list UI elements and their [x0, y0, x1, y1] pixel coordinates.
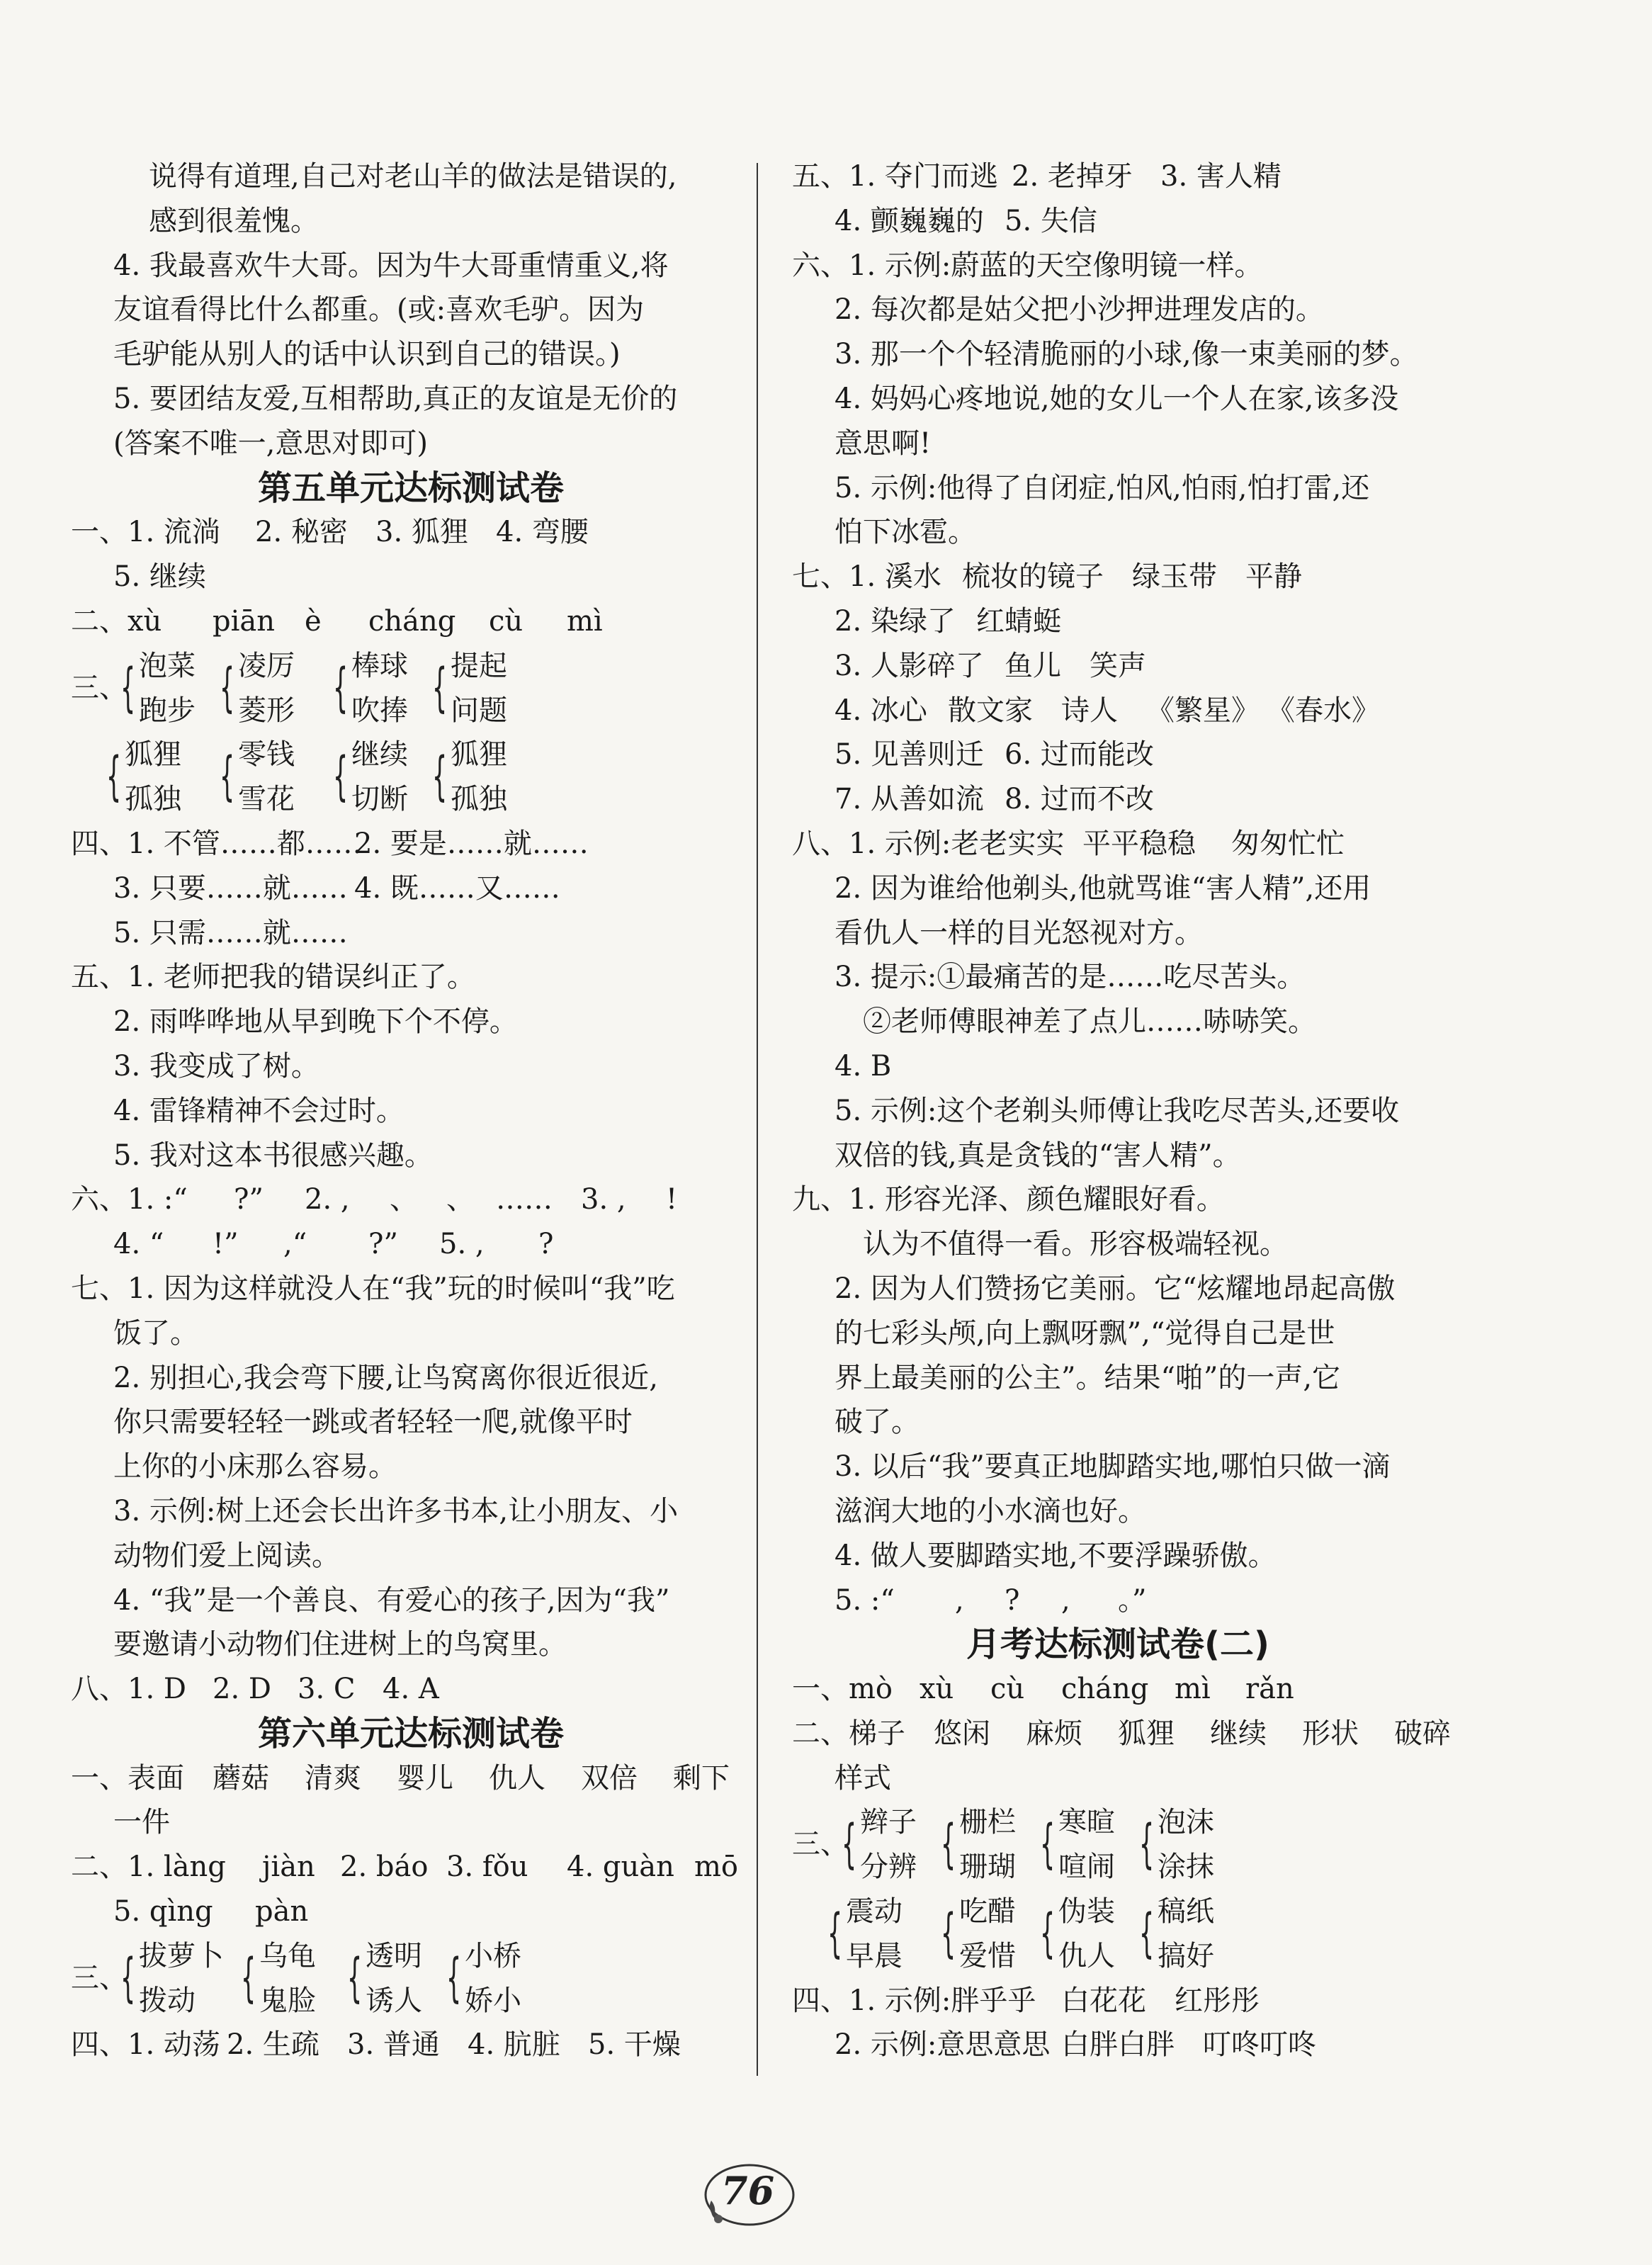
answer-line — [792, 599, 1444, 644]
word-pair-bottom: 切断 — [351, 783, 408, 816]
answer-text: 3. 人影碎了 — [835, 649, 984, 682]
answer-text: 上你的小床那么容易。 — [113, 1450, 397, 1484]
word-pair-top: 寒暄 — [1058, 1806, 1115, 1839]
answer-line — [792, 199, 1444, 244]
answer-text: 意思啊! — [835, 427, 932, 460]
answer-text: 5. 见善则迁 — [835, 738, 984, 772]
answer-text: mì — [567, 604, 603, 638]
answer-text: …… — [496, 1183, 553, 1216]
answer-text: 5. 示例:他得了自闭症,怕风,怕雨,怕打雷,还 — [835, 471, 1370, 504]
answer-text: 。” — [1118, 1583, 1147, 1617]
answer-text: 3. 狐狸 — [375, 516, 468, 549]
answer-text: 四、1. 动荡 — [71, 2028, 220, 2062]
brace-icon: { — [432, 657, 448, 718]
brace-icon: { — [842, 1814, 857, 1875]
answer-text: 3. 害人精 — [1160, 160, 1282, 193]
answer-text: 一、1. 流淌 — [71, 516, 220, 549]
answer-line — [792, 1356, 1444, 1401]
word-pair-top: 泡沫 — [1158, 1806, 1214, 1839]
answer-line — [792, 1267, 1444, 1311]
answer-line — [71, 599, 751, 644]
answer-text: 六、1. :“ — [71, 1183, 188, 1216]
section-title: 第六单元达标测试卷 — [257, 1713, 564, 1753]
answer-text: 你只需要轻轻一跳或者轻轻一爬,就像平时 — [113, 1406, 633, 1439]
section-title: 第五单元达标测试卷 — [257, 468, 564, 508]
word-pair-bottom: 孤独 — [451, 783, 507, 816]
word-pair-bottom: 分辨 — [860, 1851, 917, 1884]
answer-text: 2. 每次都是姑父把小沙押进理发店的。 — [835, 293, 1324, 327]
brace-icon: { — [941, 1903, 956, 1965]
word-pair-line — [71, 1979, 751, 2023]
answer-text: ②老师傅眼神差了点儿……哧哧笑。 — [863, 1005, 1316, 1039]
answer-line — [792, 1534, 1444, 1578]
answer-text: 3. 那一个个轻清脆丽的小球,像一束美丽的梦。 — [835, 338, 1418, 371]
answer-text: 4. “我”是一个善良、有爱心的孩子,因为“我” — [113, 1583, 670, 1617]
answer-text: 4. 肮脏 — [468, 2028, 560, 2062]
answer-line — [71, 1356, 751, 1401]
word-pair-top: 辫子 — [860, 1806, 917, 1839]
answer-text: 4. A — [383, 1673, 439, 1706]
answer-line — [71, 1177, 751, 1222]
word-pair-bottom: 喧闹 — [1058, 1851, 1115, 1884]
answer-text: 3. 示例:树上还会长出许多书本,让小朋友、小 — [113, 1494, 679, 1527]
answer-text: xù — [920, 1673, 954, 1706]
answer-text: 清爽 — [305, 1761, 361, 1795]
answer-text: 4. 既……又…… — [354, 871, 560, 905]
answer-text: 七、1. 因为这样就没人在“我”玩的时候叫“我”吃 — [71, 1272, 675, 1305]
answer-line — [71, 1400, 751, 1445]
word-pair-top: 乌龟 — [259, 1939, 316, 1972]
answer-text: 5. 我对这本书很感兴趣。 — [113, 1139, 433, 1172]
brace-icon: { — [827, 1903, 843, 1965]
answer-line — [792, 1489, 1444, 1534]
answer-text: 5. , — [439, 1228, 485, 1261]
answer-text: 6. 过而能改 — [1005, 738, 1154, 772]
answer-line — [792, 1712, 1451, 1756]
answer-text: , — [1061, 1583, 1070, 1617]
answer-line — [71, 911, 751, 956]
word-pair-bottom: 吹捧 — [351, 694, 408, 727]
answer-text: 红蜻蜓 — [976, 604, 1061, 638]
answer-text: 7. 从善如流 — [835, 783, 984, 816]
answer-text: 笑声 — [1090, 649, 1146, 682]
answer-line — [71, 510, 751, 555]
brace-icon: { — [941, 1814, 956, 1875]
answer-text: 5. qìng — [113, 1895, 213, 1928]
answer-text: 5. 失信 — [1005, 204, 1097, 237]
answer-line — [792, 2023, 1444, 2067]
answer-text: 2. 因为谁给他剃头,他就骂谁“害人精”,还用 — [835, 871, 1371, 905]
word-pair-line — [792, 1934, 1444, 1979]
brace-icon: { — [347, 1947, 363, 2009]
answer-text: 4. 弯腰 — [496, 516, 589, 549]
answer-line — [71, 1667, 751, 1712]
answer-text: 红彤彤 — [1175, 1984, 1260, 2017]
answer-text: 怕下冰雹。 — [835, 516, 976, 549]
answer-text: 平平稳稳 — [1082, 827, 1196, 860]
answer-text: 5. 继续 — [113, 560, 206, 594]
brace-icon: { — [220, 746, 235, 808]
answer-text: 二、梯子 — [792, 1717, 905, 1750]
answer-text: piān — [213, 604, 276, 638]
answer-text: 2. 雨哗哗地从早到晚下个不停。 — [113, 1005, 518, 1039]
answer-line — [792, 1177, 1444, 1222]
answer-line — [71, 1489, 751, 1534]
word-pair-bottom: 早晨 — [846, 1939, 903, 1972]
word-pair-top: 狐狸 — [125, 738, 181, 772]
answer-line — [71, 1134, 751, 1178]
answer-text: 3. fǒu — [446, 1851, 528, 1884]
answer-line — [792, 644, 1444, 689]
brace-icon: { — [1139, 1814, 1155, 1875]
answer-text: 散文家 — [948, 694, 1033, 727]
answer-text: ,“ — [283, 1228, 307, 1261]
answer-line — [71, 1800, 751, 1845]
answer-line — [71, 288, 751, 332]
brace-icon: { — [241, 1947, 256, 2009]
answer-text: 5. :“ — [835, 1583, 895, 1617]
answer-line — [71, 1222, 751, 1267]
answer-text: cháng — [1061, 1673, 1149, 1706]
answer-text: 平静 — [1245, 560, 1302, 594]
answer-text: 四、1. 示例:胖乎乎 — [792, 1984, 1036, 2017]
answer-text: 继续 — [1210, 1717, 1267, 1750]
answer-text: ? — [1005, 1583, 1020, 1617]
answer-text: 4. 冰心 — [835, 694, 927, 727]
answer-text: 5. 要团结友爱,互相帮助,真正的友谊是无价的 — [113, 382, 678, 415]
answer-text: 饭了。 — [113, 1316, 198, 1350]
answer-text: 白花花 — [1061, 1984, 1146, 2017]
answer-text: 3. 我变成了树。 — [113, 1049, 319, 1083]
answer-text: 剩下 — [673, 1761, 730, 1795]
brace-icon: { — [220, 657, 235, 718]
answer-line — [71, 244, 751, 288]
answer-line — [792, 1445, 1444, 1489]
brace-icon: { — [1040, 1814, 1056, 1875]
answer-text: 3. C — [298, 1673, 356, 1706]
answer-text: è — [305, 604, 322, 638]
word-pair-top: 稿纸 — [1158, 1895, 1214, 1928]
brace-icon: { — [446, 1947, 462, 2009]
answer-line — [71, 1000, 751, 1044]
answer-text: !” — [213, 1228, 239, 1261]
answer-text: 2. 示例:意思意思 — [835, 2028, 1051, 2062]
answer-text: 八、1. 示例:老老实实 — [792, 827, 1065, 860]
answer-line — [71, 332, 751, 377]
word-pair-top: 伪装 — [1058, 1895, 1115, 1928]
answer-text: 狐狸 — [1118, 1717, 1175, 1750]
answer-line — [71, 377, 751, 422]
answer-line — [71, 154, 751, 199]
answer-text: 悠闲 — [934, 1717, 990, 1750]
answer-text: 4. 妈妈心疼地说,她的女儿一个人在家,该多没 — [835, 382, 1399, 415]
answer-text: mì — [1175, 1673, 1211, 1706]
answer-text: 5. 只需……就…… — [113, 916, 348, 949]
brace-icon: { — [120, 1947, 136, 2009]
answer-text: 说得有道理,自己对老山羊的做法是错误的, — [149, 160, 677, 193]
answer-text: 鱼儿 — [1005, 649, 1061, 682]
word-pair-top: 拔萝卜 — [139, 1939, 224, 1972]
answer-text: 8. 过而不改 — [1005, 783, 1154, 816]
word-pair-bottom: 仇人 — [1058, 1939, 1115, 1972]
answer-text: 二、xù — [71, 604, 162, 638]
answer-line — [792, 1044, 1444, 1089]
word-pair-line — [71, 777, 751, 822]
word-pair-bottom: 雪花 — [238, 783, 295, 816]
answer-text: 感到很羞愧。 — [149, 204, 319, 237]
answer-text: 2. D — [213, 1673, 271, 1706]
word-pair-line — [71, 689, 751, 733]
page-number: 76 — [721, 2168, 775, 2213]
word-pair-top: 凌厉 — [238, 649, 295, 682]
answer-text: 九、1. 形容光泽、颜色耀眼好看。 — [792, 1183, 1225, 1216]
answer-text: 2. 要是……就…… — [354, 827, 589, 860]
answer-text: 双倍 — [581, 1761, 638, 1795]
word-pair-bottom: 问题 — [451, 694, 507, 727]
answer-text: 5. 干燥 — [588, 2028, 681, 2062]
answer-text: 一、mò — [792, 1673, 893, 1706]
answer-line — [71, 555, 751, 599]
answer-text: 4. 雷锋精神不会过时。 — [113, 1094, 404, 1127]
answer-line — [792, 777, 1444, 822]
word-pair-bottom: 珊瑚 — [959, 1851, 1016, 1884]
answer-line — [71, 822, 751, 866]
answer-text: 2. 秘密 — [255, 516, 348, 549]
answer-text: ? — [538, 1228, 554, 1261]
answer-text: 二、1. làng — [71, 1851, 226, 1884]
answer-line — [792, 555, 1444, 599]
question-number: 三、 — [71, 671, 128, 704]
right-column — [792, 154, 1451, 2067]
answer-line — [792, 866, 1444, 911]
answer-text: 一件 — [113, 1806, 170, 1839]
answer-text: 界上最美丽的公主”。结果“啪”的一声,它 — [835, 1361, 1341, 1394]
answer-text: 梳妆的镜子 — [962, 560, 1104, 594]
brace-icon: { — [432, 746, 448, 808]
answer-line — [792, 422, 1444, 466]
answer-text: 一、表面 — [71, 1761, 184, 1795]
answer-text: 毛驴能从别人的话中认识到自己的错误。) — [113, 338, 621, 371]
answer-line — [792, 733, 1444, 777]
answer-line — [71, 955, 751, 1000]
answer-line — [71, 1578, 751, 1623]
answer-line — [71, 1089, 751, 1134]
brace-icon: { — [1040, 1903, 1056, 1965]
answer-text: 麻烦 — [1026, 1717, 1082, 1750]
answer-line — [71, 1267, 751, 1311]
answer-text: 4. 做人要脚踏实地,不要浮躁骄傲。 — [835, 1539, 1277, 1572]
answer-line — [792, 377, 1444, 422]
answer-text: 2. 因为人们赞扬它美丽。它“炫耀地昂起高傲 — [835, 1272, 1396, 1305]
answer-text: 叮咚叮咚 — [1203, 2028, 1316, 2062]
answer-text: 、 — [446, 1183, 475, 1216]
answer-text: 看仇人一样的目光怒视对方。 — [835, 916, 1203, 949]
answer-text: 4. B — [835, 1049, 892, 1083]
answer-text: 七、1. 溪水 — [792, 560, 941, 594]
answer-line — [792, 1311, 1444, 1356]
answer-line — [792, 154, 1444, 199]
answer-line — [71, 1622, 751, 1667]
answer-text: 四、1. 不管……都…… — [71, 827, 362, 860]
word-pair-bottom: 孤独 — [125, 783, 181, 816]
answer-line — [792, 1400, 1444, 1445]
answer-text: 《繁星》 — [1146, 694, 1260, 727]
word-pair-bottom: 跑步 — [139, 694, 196, 727]
word-pair-top: 继续 — [351, 738, 408, 772]
answer-line — [792, 244, 1444, 288]
answer-text: 五、1. 夺门而逃 — [792, 160, 998, 193]
answer-line — [792, 466, 1444, 511]
answer-text: 3. , — [581, 1183, 626, 1216]
answer-text: 的七彩头颅,向上飘呀飘”,“觉得自己是世 — [835, 1316, 1335, 1350]
answer-text: 破碎 — [1394, 1717, 1451, 1750]
word-pair-top: 提起 — [451, 649, 507, 682]
answer-text: 匆匆忙忙 — [1231, 827, 1345, 860]
answer-text: 4. 我最喜欢牛大哥。因为牛大哥重情重义,将 — [113, 249, 669, 282]
brace-icon: { — [333, 657, 349, 718]
word-pair-top: 小桥 — [465, 1939, 521, 1972]
brace-icon: { — [120, 657, 136, 718]
word-pair-bottom: 搞好 — [1158, 1939, 1214, 1972]
answer-text: 破了。 — [835, 1406, 920, 1439]
answer-line — [792, 822, 1444, 866]
section-title: 月考达标测试卷(二) — [966, 1625, 1269, 1665]
word-pair-top: 零钱 — [238, 738, 295, 772]
word-pair-top: 震动 — [846, 1895, 903, 1928]
answer-text: 绿玉带 — [1132, 560, 1217, 594]
answer-text: 婴儿 — [397, 1761, 453, 1795]
answer-line — [71, 1756, 751, 1801]
answer-text: 蘑菇 — [213, 1761, 269, 1795]
word-pair-line — [792, 1845, 1444, 1890]
answer-line — [71, 1311, 751, 1356]
page-number-badge — [693, 2154, 806, 2232]
answer-text: 动物们爱上阅读。 — [113, 1539, 340, 1572]
answer-text: 诗人 — [1061, 694, 1118, 727]
answer-line — [792, 1667, 1444, 1712]
answer-text: ?” — [368, 1228, 398, 1261]
answer-text: 白胖白胖 — [1061, 2028, 1175, 2062]
answer-text: 《春水》 — [1267, 694, 1380, 727]
answer-text: ! — [666, 1183, 678, 1216]
word-pair-top: 吃醋 — [959, 1895, 1016, 1928]
answer-text: 形状 — [1302, 1717, 1359, 1750]
answer-text: jiàn — [262, 1851, 315, 1884]
left-column — [71, 154, 751, 2067]
answer-line — [792, 1000, 1444, 1044]
answer-line — [71, 199, 751, 244]
word-pair-bottom: 爱惜 — [959, 1939, 1016, 1972]
brace-icon: { — [333, 746, 349, 808]
answer-text: 3. 普通 — [347, 2028, 440, 2062]
word-pair-bottom: 涂抹 — [1158, 1851, 1214, 1884]
answer-text: 3. 以后“我”要真正地脚踏实地,哪怕只做一滴 — [835, 1450, 1391, 1484]
answer-text: 4. guàn — [567, 1851, 674, 1884]
answer-text: 2. 老掉牙 — [1012, 160, 1133, 193]
answer-line — [71, 2023, 751, 2067]
answer-line — [71, 1445, 751, 1489]
answer-line — [71, 1044, 751, 1089]
answer-text: pàn — [255, 1895, 309, 1928]
answer-text: 要邀请小动物们住进树上的鸟窝里。 — [113, 1628, 567, 1661]
answer-line — [792, 911, 1444, 956]
answer-line — [71, 866, 751, 911]
answer-line — [71, 1534, 751, 1578]
column-divider — [757, 163, 758, 2076]
answer-line — [792, 1089, 1444, 1134]
answer-text: 2. 别担心,我会弯下腰,让鸟窝离你很近很近, — [113, 1361, 659, 1394]
answer-text: 五、1. 老师把我的错误纠正了。 — [71, 961, 475, 994]
answer-line — [792, 1578, 1444, 1623]
answer-line — [792, 1134, 1444, 1178]
answer-text: 2. , — [305, 1183, 350, 1216]
answer-text: 、 — [390, 1183, 418, 1216]
word-pair-top: 棒球 — [351, 649, 408, 682]
answer-text: cù — [489, 604, 524, 638]
answer-text: 样式 — [835, 1761, 891, 1795]
answer-text: 认为不值得一看。形容极端轻视。 — [863, 1228, 1288, 1261]
answer-line — [792, 955, 1444, 1000]
word-pair-top: 狐狸 — [451, 738, 507, 772]
answer-text: 2. 染绿了 — [835, 604, 956, 638]
answer-line — [792, 332, 1444, 377]
answer-text: 2. báo — [340, 1851, 429, 1884]
word-pair-top: 泡菜 — [139, 649, 196, 682]
answer-text: 六、1. 示例:蔚蓝的天空像明镜一样。 — [792, 249, 1263, 282]
brace-icon: { — [106, 746, 122, 808]
answer-text: 3. 只要……就…… — [113, 871, 348, 905]
answer-text: (答案不唯一,意思对即可) — [113, 427, 428, 460]
word-pair-top: 栅栏 — [959, 1806, 1016, 1839]
answer-text: ?” — [234, 1183, 264, 1216]
word-pair-top: 透明 — [366, 1939, 422, 1972]
answer-text: 4. “ — [113, 1228, 164, 1261]
answer-line — [71, 1890, 751, 1934]
question-number: 三、 — [71, 1961, 128, 1994]
answer-text: cù — [990, 1673, 1025, 1706]
word-pair-bottom: 菱形 — [238, 694, 295, 727]
word-pair-bottom: 诱人 — [366, 1984, 422, 2017]
answer-text: 4. 颤巍巍的 — [835, 204, 984, 237]
answer-line — [792, 1222, 1444, 1267]
word-pair-bottom: 拨动 — [139, 1984, 196, 2017]
answer-text: 仇人 — [489, 1761, 545, 1795]
answer-line — [792, 510, 1444, 555]
answer-text: rǎn — [1245, 1673, 1294, 1706]
question-number: 三、 — [792, 1828, 849, 1861]
answer-line — [792, 1979, 1444, 2023]
answer-text: , — [955, 1583, 964, 1617]
answer-text: 双倍的钱,真是贪钱的“害人精”。 — [835, 1139, 1241, 1172]
answer-line — [792, 1756, 1444, 1801]
answer-line — [792, 689, 1444, 733]
answer-text: 3. 提示:①最痛苦的是……吃尽苦头。 — [835, 961, 1306, 994]
answer-line — [792, 288, 1444, 332]
brace-icon: { — [1139, 1903, 1155, 1965]
answer-text: 八、1. D — [71, 1673, 186, 1706]
answer-text: mō — [694, 1851, 739, 1884]
word-pair-bottom: 鬼脸 — [259, 1984, 316, 2017]
word-pair-bottom: 娇小 — [465, 1984, 521, 2017]
answer-text: 友谊看得比什么都重。(或:喜欢毛驴。因为 — [113, 293, 645, 327]
answer-text: 5. 示例:这个老剃头师傅让我吃尽苦头,还要收 — [835, 1094, 1400, 1127]
answer-text: 滋润大地的小水滴也好。 — [835, 1494, 1146, 1527]
answer-text: cháng — [368, 604, 456, 638]
answer-line — [71, 422, 751, 466]
answer-line — [71, 1845, 751, 1890]
answer-text: 2. 生疏 — [227, 2028, 319, 2062]
